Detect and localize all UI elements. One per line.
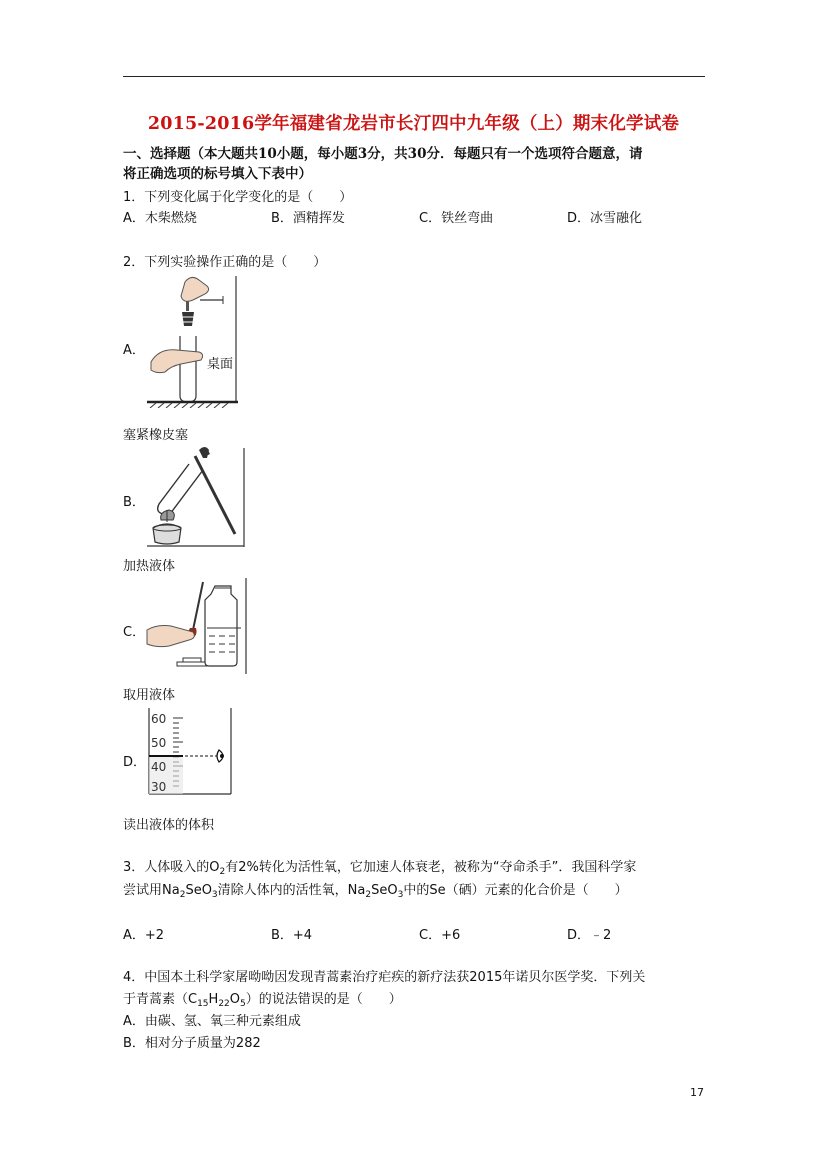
q1-stem: 1．下列变化属于化学变化的是（ ） [123,190,353,205]
q1-option-d: D．冰雪融化 [567,211,643,226]
tick-label-50: 50 [151,736,167,750]
q2-stem: 2．下列实验操作正确的是（ ） [123,255,327,270]
header-rule [123,76,705,77]
tick-label-60: 60 [151,712,167,726]
section-heading-line2: 将正确选项的标号填入下表中） [123,166,312,182]
q2-option-c-caption: 取用液体 [123,688,176,703]
q2-option-c-letter: C． [123,625,146,640]
q2-option-b-caption: 加热液体 [123,559,176,574]
take-liquid-figure [145,576,248,676]
q3-stem-line2: 尝试用$Na_2SeO_3$清除人体内的活性氧，$Na_2SeO_3$中的Se（硒）元素的化合价是（ ） [123,883,628,900]
q1-option-c: C．铁丝弯曲 [419,211,494,226]
q4-option-a: A．由碳、氢、氧三种元素组成 [123,1014,301,1029]
exam-title: 2015-2016学年福建省龙岩市长汀四中九年级（上）期末化学试卷 [147,114,680,134]
q2-option-d-letter: D． [123,755,147,770]
tick-label-30: 30 [151,780,167,794]
q1-option-a: A．木柴燃烧 [123,211,197,226]
q3-option-b: B．+4 [271,928,313,943]
q2-option-b-letter: B． [123,495,145,510]
heating-liquid-figure [145,446,247,548]
page-number: 17 [690,1086,704,1099]
q1-option-b: B．酒精挥发 [271,211,345,226]
q4-option-b: B．相对分子质量为282 [123,1036,261,1051]
q2-option-d-caption: 读出液体的体积 [123,818,215,833]
q3-option-d: D．﹣2 [567,928,612,943]
section-heading-line1: 一、选择题（本大题共10小题，每小题3分，共30分．每题只有一个选项符合题意，请 [123,146,643,162]
q3-stem-line1: 3．人体吸入的$O_2$有2%转化为活性氧，它加速人体衰老，被称为“夺命杀手”．我国科学家 [123,860,637,877]
q2-option-a-letter: A． [123,343,145,358]
table-label: 桌面 [207,357,234,372]
q2-option-a-caption: 塞紧橡皮塞 [123,428,189,443]
tick-label-40: 40 [151,760,167,774]
q4-stem-line1: 4．中国本土科学家屠呦呦因发现青蒿素治疗疟疾的新疗法获2015年诺贝尔医学奖．下列关 [123,970,646,985]
q4-stem-line2: 于青蒿素$(C_{15}H_{22}O_5)$的说法错误的是（ ） [123,992,402,1009]
stopper-insertion-figure [145,272,240,408]
q3-option-a: A．+2 [123,928,165,943]
read-volume-figure [145,706,235,798]
q3-option-c: C．+6 [419,928,461,943]
